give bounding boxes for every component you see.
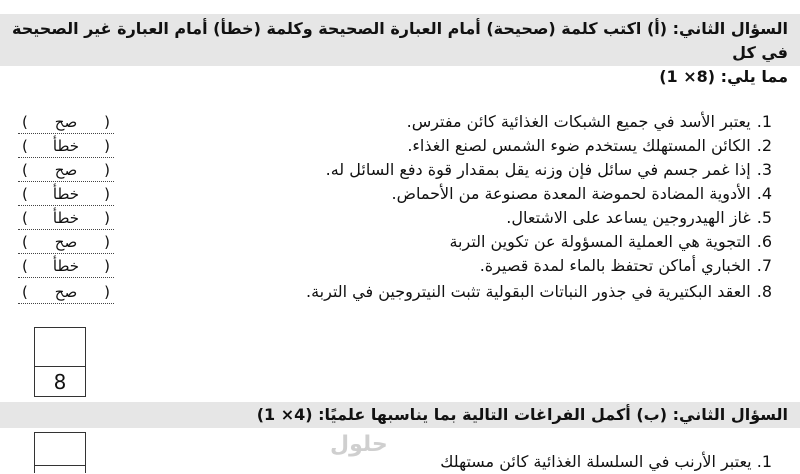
question-b-header: السؤال الثاني: (ب) أكمل الفراغات التالية بما يناسبها علميًا: (4× 1) — [0, 402, 800, 428]
answer-slot: ( صح ) — [18, 111, 114, 134]
score-box — [34, 327, 86, 397]
item-text: الكائن المستهلك يستخدم ضوء الشمس لصنع الغذاء. — [407, 136, 751, 155]
list-item — [0, 157, 800, 183]
item-number: 3. — [756, 160, 772, 179]
answer-slot: ( خطأ ) — [18, 207, 114, 230]
answer-text: خطأ — [52, 257, 80, 275]
question-a-header-line2: مما يلي: (8× 1) — [659, 67, 788, 86]
item-text: غاز الهيدروجين يساعد على الاشتعال. — [506, 208, 751, 227]
score-value: 8 — [53, 370, 67, 394]
item-number: 1. — [756, 112, 772, 131]
answer-slot: ( صح ) — [18, 231, 114, 254]
answer-text: صح — [54, 161, 78, 179]
answer-text: خطأ — [52, 185, 80, 203]
question-b-item: 1. يعتبر الأرنب في السلسلة الغذائية كائن مستهلك — [440, 452, 772, 471]
list-item — [0, 133, 800, 159]
item-number: 6. — [756, 232, 772, 251]
list-item — [0, 279, 800, 305]
answer-text: خطأ — [52, 137, 80, 155]
answer-text: خطأ — [52, 209, 80, 227]
answer-text: صح — [54, 233, 78, 251]
score-divider — [35, 465, 85, 466]
item-number: 4. — [756, 184, 772, 203]
question-a-header-line1: السؤال الثاني: (أ) اكتب كلمة (صحيحة) أمام العبارة الصحيحة وكلمة (خطأ) أمام العبارة غير الصحيحة في كل — [12, 19, 788, 62]
item-text: يعتبر الأسد في جميع الشبكات الغذائية كائن مفترس. — [406, 112, 751, 131]
answer-text: صح — [54, 113, 78, 131]
list-item — [0, 109, 800, 135]
item-text: العقد البكتيرية في جذور النباتات البقولية تثبت النيتروجين في التربة. — [306, 282, 751, 301]
score-box-b — [34, 432, 86, 473]
question-a-header — [0, 14, 800, 86]
list-item — [0, 229, 800, 255]
item-number: 2. — [756, 136, 772, 155]
item-text: الأدوية المضادة لحموضة المعدة مصنوعة من الأحماض. — [391, 184, 751, 203]
score-divider — [35, 366, 85, 367]
answer-slot: ( خطأ ) — [18, 183, 114, 206]
item-text: إذا غمر جسم في سائل فإن وزنه يقل بمقدار قوة دفع السائل له. — [325, 160, 751, 179]
list-item — [0, 181, 800, 207]
item-number: 5. — [756, 208, 772, 227]
item-number: 8. — [756, 282, 772, 301]
answer-text: صح — [54, 283, 78, 301]
answer-slot: ( صح ) — [18, 281, 114, 304]
item-text: التجوية هي العملية المسؤولة عن تكوين التربة — [449, 232, 751, 251]
list-item — [0, 205, 800, 231]
watermark-logo: حلول — [330, 432, 388, 457]
list-item — [0, 253, 800, 279]
item-text: الخباري أماكن تحتفظ بالماء لمدة قصيرة. — [479, 256, 751, 275]
item-number: 7. — [756, 256, 772, 275]
answer-slot: ( صح ) — [18, 159, 114, 182]
answer-slot: ( خطأ ) — [18, 135, 114, 158]
answer-slot: ( خطأ ) — [18, 255, 114, 278]
